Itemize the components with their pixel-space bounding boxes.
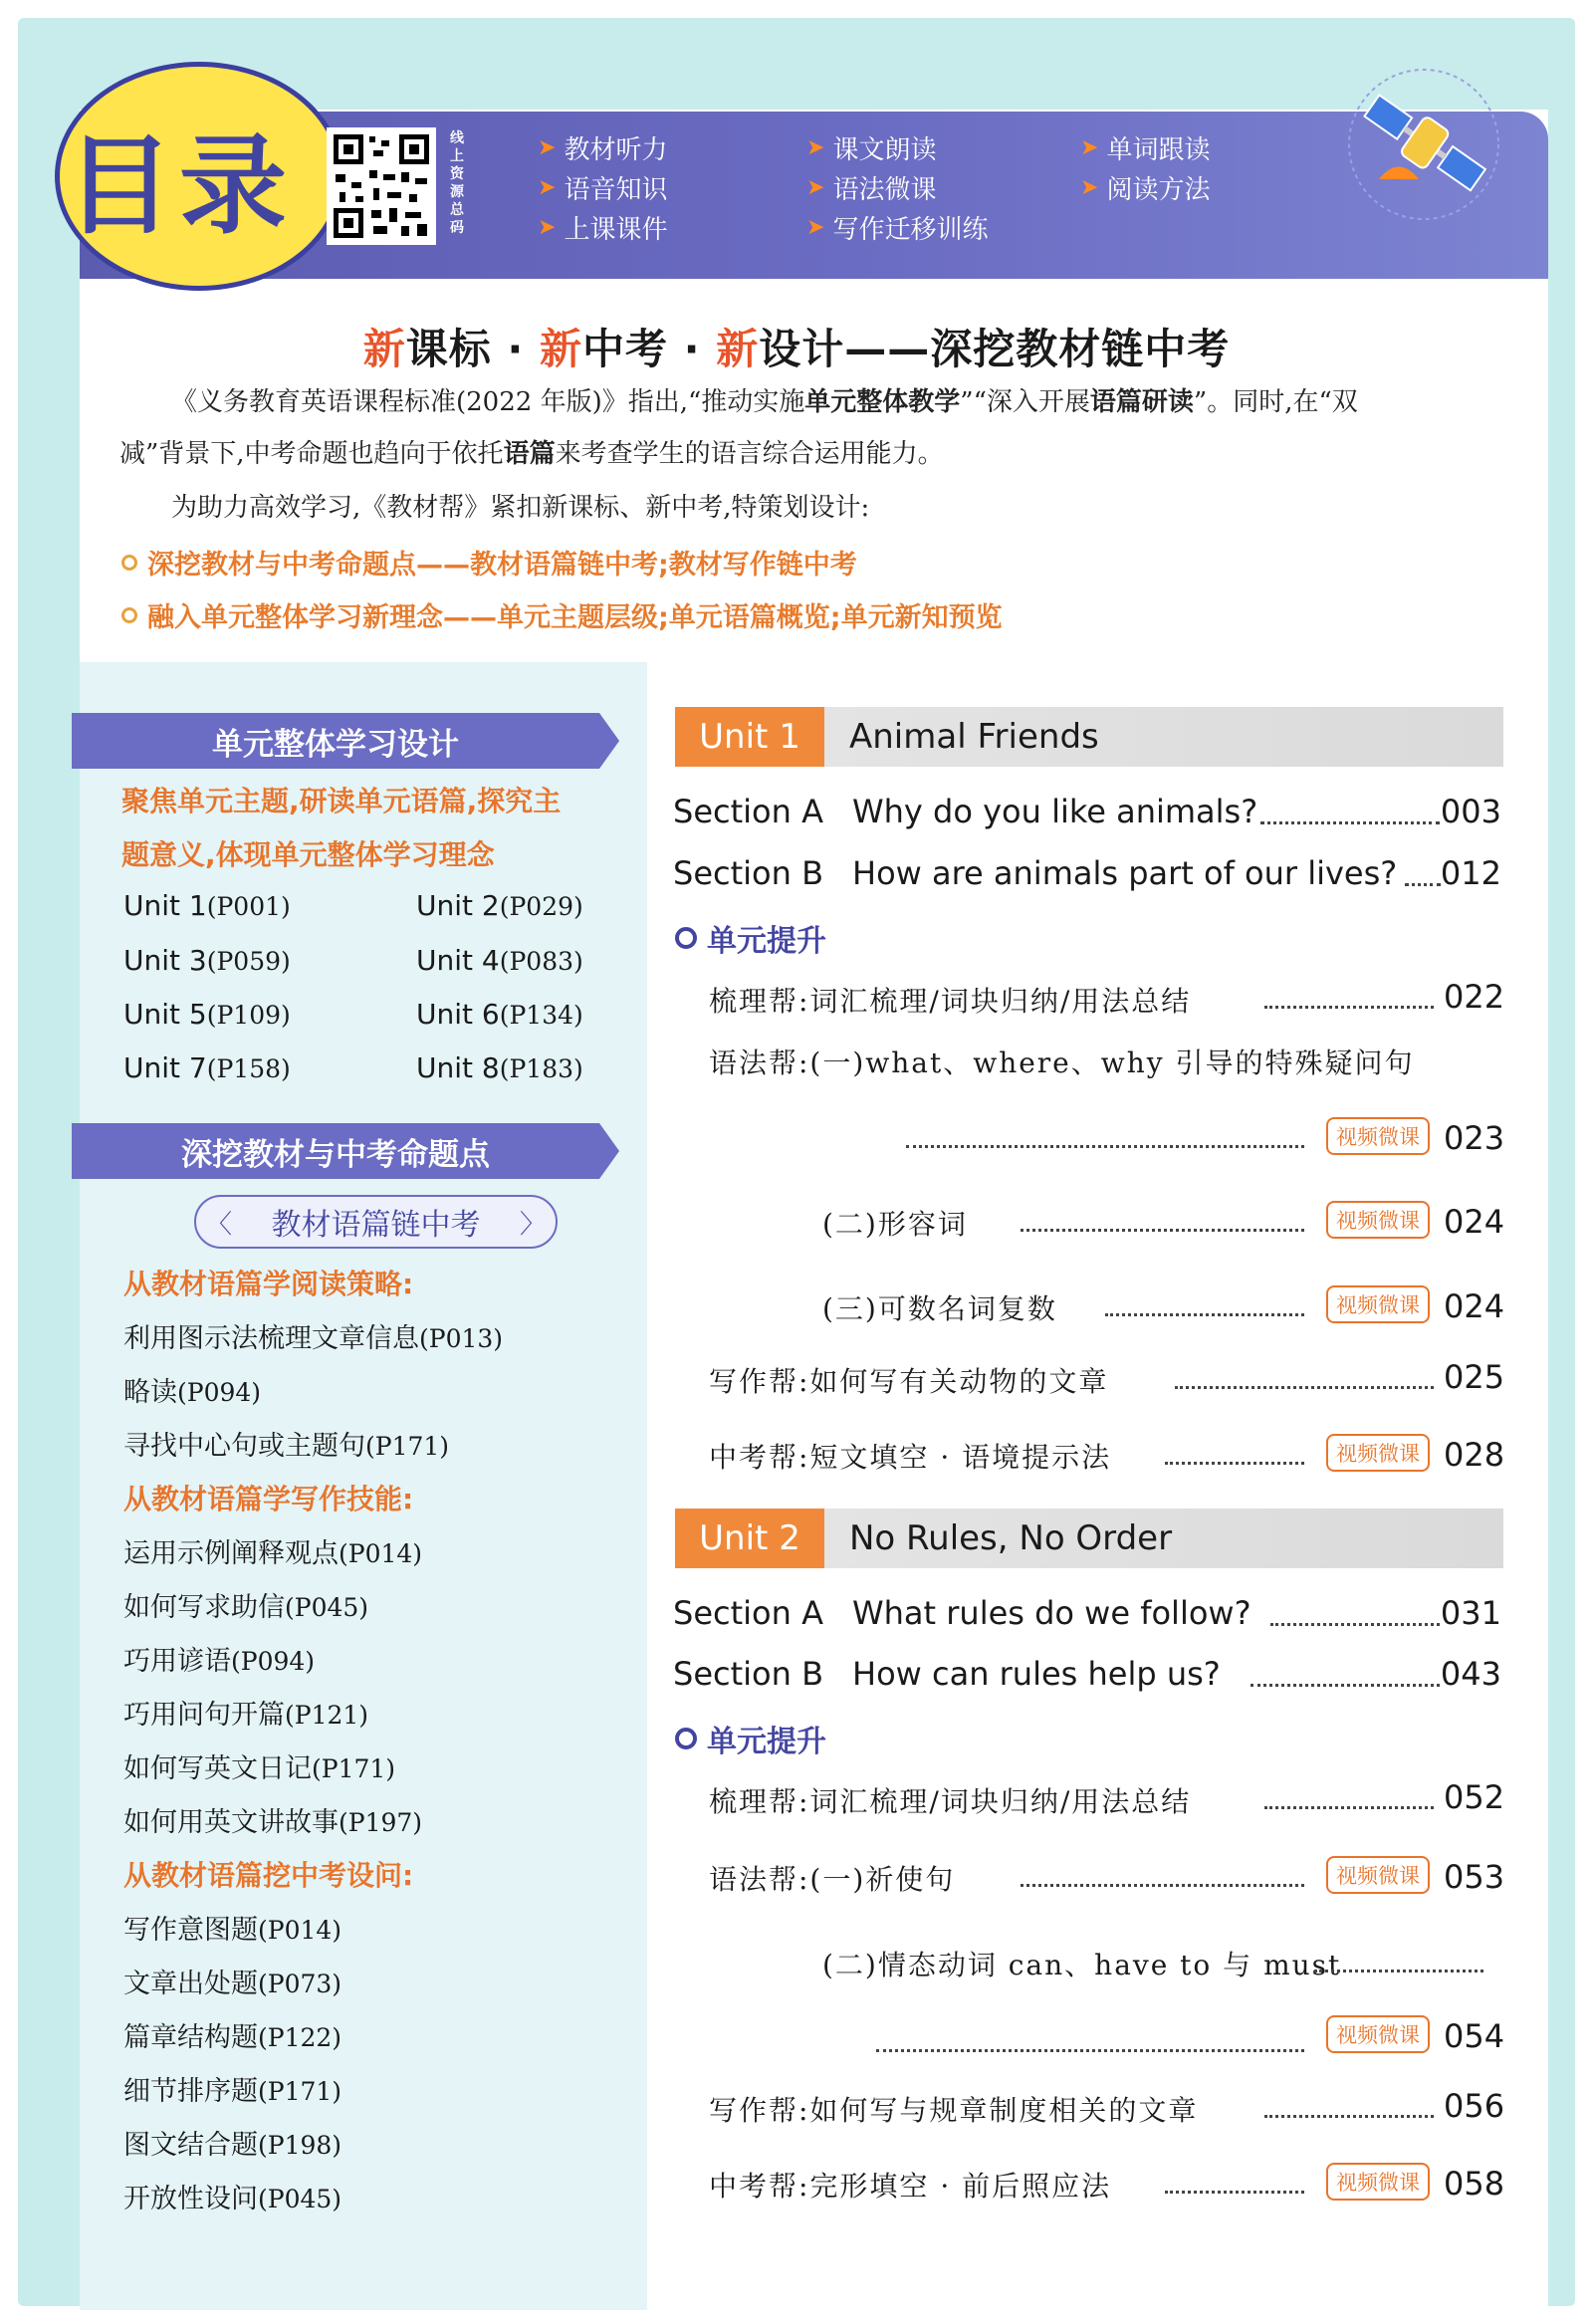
toc-row-section-b[interactable]: Section B How can rules help us? 043 xyxy=(673,1655,1501,1693)
toc-row-grammar-2[interactable]: (二)形容词 xyxy=(822,1208,968,1241)
unit-link-2[interactable]: Unit 2(P029) xyxy=(416,889,583,922)
pill-text-exam-link: 〈 教材语篇链中考 〉 xyxy=(194,1195,558,1249)
toc-row-section-a[interactable]: Section A What rules do we follow? 031 xyxy=(673,1594,1501,1632)
resource-word-follow[interactable]: ➤ 单词跟读 xyxy=(1080,135,1211,165)
dot-leader xyxy=(1105,1313,1304,1316)
unit-link-7[interactable]: Unit 7(P158) xyxy=(123,1051,291,1084)
bullet-icon xyxy=(121,607,137,623)
intro-paragraph-2: 为助力高效学习,《教材帮》紧扣新课标、新中考,特策划设计: xyxy=(171,493,870,523)
intro-paragraph-1: 《义务教育英语课程标准(2022 年版)》指出,“推动实施单元整体教学”“深入开展语篇研读”。同时,在“双 xyxy=(171,387,1358,417)
focus-text-2: 题意义,体现单元整体学习理念 xyxy=(121,838,495,871)
resource-listening[interactable]: ➤ 教材听力 xyxy=(538,135,668,165)
toc-row-section-b[interactable]: Section B How are animals part of our lives? 012 xyxy=(673,854,1501,892)
banner-heading: 新课标 · 新中考 · 新设计——深挖教材链中考 xyxy=(362,325,1231,373)
exam-item[interactable]: 写作意图题(P014) xyxy=(123,1915,342,1946)
video-lesson-button[interactable]: 视频微课 xyxy=(1326,1285,1430,1323)
title-badge xyxy=(55,62,343,291)
chevron-right-icon: 〉 xyxy=(519,1209,546,1240)
dot-leader xyxy=(876,2049,1304,2052)
writing-item[interactable]: 运用示例阐释观点(P014) xyxy=(123,1538,423,1569)
toc-row-grammar-2[interactable]: (二)情态动词 can、have to 与 must xyxy=(822,1949,1342,1981)
exam-question-heading: 从教材语篇挖中考设问: xyxy=(123,1859,414,1892)
unit-link-1[interactable]: Unit 1(P001) xyxy=(123,889,291,922)
dot-leader xyxy=(1021,1229,1304,1232)
unit-title: No Rules, No Order xyxy=(849,1518,1173,1558)
intro-paragraph-1-cont: 减”背景下,中考命题也趋向于依托语篇来考查学生的语言综合运用能力。 xyxy=(119,439,944,469)
resource-grammar-video[interactable]: ➤ 语法微课 xyxy=(806,175,937,205)
video-lesson-button[interactable]: 视频微课 xyxy=(1326,2015,1430,2053)
arrow-icon: ➤ xyxy=(806,175,825,200)
dot-leader xyxy=(1251,1684,1440,1687)
dot-leader xyxy=(1264,2115,1434,2118)
satellite-icon xyxy=(1339,60,1508,229)
exam-item[interactable]: 文章出处题(P073) xyxy=(123,1969,342,1999)
toc-row-exam[interactable]: 中考帮:完形填空 · 前后照应法 xyxy=(709,2170,1112,2203)
ring-icon xyxy=(675,1728,697,1749)
dot-leader xyxy=(1021,1884,1304,1887)
page-number: 024 xyxy=(1444,1203,1505,1241)
resource-courseware[interactable]: ➤ 上课课件 xyxy=(538,215,668,245)
intro-bullet-2: 融入单元整体学习新理念——单元主题层级;单元语篇概览;单元新知预览 xyxy=(121,595,1003,634)
page-number: 025 xyxy=(1444,1358,1505,1396)
page-number: 024 xyxy=(1444,1287,1505,1325)
toc-row-vocab[interactable]: 梳理帮:词汇梳理/词块归纳/用法总结 xyxy=(709,1785,1192,1818)
writing-item[interactable]: 巧用问句开篇(P121) xyxy=(123,1700,369,1731)
arrow-icon: ➤ xyxy=(538,175,557,200)
arrow-icon: ➤ xyxy=(538,215,557,240)
toc-row-grammar-1[interactable]: 语法帮:(一)祈使句 xyxy=(709,1863,956,1896)
video-lesson-button[interactable]: 视频微课 xyxy=(1326,1117,1430,1155)
dot-leader xyxy=(1165,2191,1304,2194)
dot-leader xyxy=(906,1145,1304,1148)
dot-leader xyxy=(1175,1386,1434,1389)
arrow-icon: ➤ xyxy=(538,135,557,160)
resource-reading-method[interactable]: ➤ 阅读方法 xyxy=(1080,175,1211,205)
unit-link-4[interactable]: Unit 4(P083) xyxy=(416,944,583,977)
unit-title: Animal Friends xyxy=(849,717,1099,757)
bullet-icon xyxy=(121,555,137,571)
unit-boost-heading: 单元提升 xyxy=(675,1717,826,1760)
ring-icon xyxy=(675,927,697,949)
unit-link-3[interactable]: Unit 3(P059) xyxy=(123,944,291,977)
toc-row-exam[interactable]: 中考帮:短文填空 · 语境提示法 xyxy=(709,1441,1112,1474)
resource-phonetics[interactable]: ➤ 语音知识 xyxy=(538,175,668,205)
page-number: 053 xyxy=(1444,1858,1505,1896)
dot-leader xyxy=(1405,883,1441,886)
writing-item[interactable]: 巧用谚语(P094) xyxy=(123,1646,316,1677)
resource-writing-transfer[interactable]: ➤ 写作迁移训练 xyxy=(806,215,989,245)
dot-leader xyxy=(1260,821,1440,824)
resource-reading-aloud[interactable]: ➤ 课文朗读 xyxy=(806,135,937,165)
page-number: 056 xyxy=(1444,2087,1505,2125)
exam-item[interactable]: 细节排序题(P171) xyxy=(123,2076,342,2107)
page-number: 058 xyxy=(1444,2165,1505,2203)
qr-caption: 线 上 资 源 总 码 xyxy=(450,130,464,236)
unit-tag: Unit 1 xyxy=(675,707,824,767)
video-lesson-button[interactable]: 视频微课 xyxy=(1326,1201,1430,1239)
arrow-icon: ➤ xyxy=(806,135,825,160)
exam-item[interactable]: 图文结合题(P198) xyxy=(123,2130,342,2161)
video-lesson-button[interactable]: 视频微课 xyxy=(1326,1434,1430,1472)
ribbon-unit-design: 单元整体学习设计 xyxy=(72,713,599,769)
dot-leader xyxy=(1270,1623,1440,1626)
writing-item[interactable]: 如何写英文日记(P171) xyxy=(123,1753,396,1784)
unit-header[interactable] xyxy=(675,707,1503,767)
video-lesson-button[interactable]: 视频微课 xyxy=(1326,2163,1430,2201)
exam-item[interactable]: 开放性设问(P045) xyxy=(123,2184,342,2214)
toc-row-section-a[interactable]: Section A Why do you like animals? 003 xyxy=(673,793,1501,830)
toc-row-writing[interactable]: 写作帮:如何写与规章制度相关的文章 xyxy=(709,2094,1199,2127)
unit-boost-heading: 单元提升 xyxy=(675,916,826,960)
video-lesson-button[interactable]: 视频微课 xyxy=(1326,1856,1430,1894)
page-title: 目录 xyxy=(65,123,293,249)
reading-strategy-heading: 从教材语篇学阅读策略: xyxy=(123,1268,414,1300)
arrow-icon: ➤ xyxy=(1080,135,1099,160)
unit-header[interactable] xyxy=(675,1509,1503,1568)
unit-link-6[interactable]: Unit 6(P134) xyxy=(416,998,583,1031)
dot-leader xyxy=(1314,1970,1483,1973)
toc-row-writing[interactable]: 写作帮:如何写有关动物的文章 xyxy=(709,1365,1109,1398)
writing-item[interactable]: 如何写求助信(P045) xyxy=(123,1592,369,1623)
toc-row-grammar-1[interactable]: 语法帮:(一)what、where、why 引导的特殊疑问句 xyxy=(709,1046,1415,1079)
unit-link-8[interactable]: Unit 8(P183) xyxy=(416,1051,583,1084)
focus-text-1: 聚焦单元主题,研读单元语篇,探究主 xyxy=(121,785,562,817)
reading-item[interactable]: 利用图示法梳理文章信息(P013) xyxy=(123,1323,504,1354)
reading-item[interactable]: 略读(P094) xyxy=(123,1377,262,1408)
dot-leader xyxy=(1264,1806,1434,1809)
page-number: 022 xyxy=(1444,978,1505,1016)
page-number: 023 xyxy=(1444,1119,1505,1157)
writing-item[interactable]: 如何用英文讲故事(P197) xyxy=(123,1807,423,1838)
toc-row-vocab[interactable]: 梳理帮:词汇梳理/词块归纳/用法总结 xyxy=(709,985,1192,1018)
ribbon-exam-points: 深挖教材与中考命题点 xyxy=(72,1123,599,1179)
exam-item[interactable]: 篇章结构题(P122) xyxy=(123,2022,342,2053)
reading-item[interactable]: 寻找中心句或主题句(P171) xyxy=(123,1431,450,1462)
page-number: 028 xyxy=(1444,1436,1505,1474)
dot-leader xyxy=(1264,1006,1434,1009)
arrow-icon: ➤ xyxy=(806,215,825,240)
writing-skill-heading: 从教材语篇学写作技能: xyxy=(123,1483,414,1515)
intro-bullet-1: 深挖教材与中考命题点——教材语篇链中考;教材写作链中考 xyxy=(121,543,857,581)
page-number: 054 xyxy=(1444,2017,1505,2055)
qr-code-icon[interactable] xyxy=(327,127,436,245)
dot-leader xyxy=(1165,1462,1304,1465)
chevron-left-icon: 〈 xyxy=(206,1209,233,1240)
unit-tag: Unit 2 xyxy=(675,1509,824,1568)
arrow-icon: ➤ xyxy=(1080,175,1099,200)
toc-row-grammar-3[interactable]: (三)可数名词复数 xyxy=(822,1292,1057,1325)
unit-link-5[interactable]: Unit 5(P109) xyxy=(123,998,291,1031)
page-number: 052 xyxy=(1444,1778,1505,1816)
